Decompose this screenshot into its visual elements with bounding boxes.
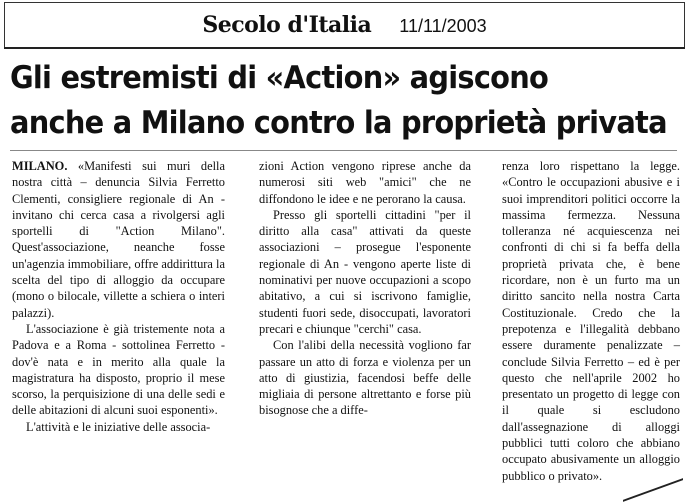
headline-rule [10, 150, 677, 151]
paragraph: zioni Action vengono riprese anche da numerosi siti web "amici" che ne diffondono le idee e ne perorano la causa. [259, 159, 471, 206]
paragraph: L'associazione è già tristemente nota a Padova e a Roma - sottolinea Ferretto - dov'è nata e in merito alla quale la magistratura ha disposto, proprio il mese scorso, la perquisizione di una delle sedi e delle abitazioni di alcuni suoi esponenti». [12, 321, 225, 418]
paragraph [12, 158, 225, 321]
article-column-2 [259, 158, 471, 419]
article-headline [10, 56, 667, 146]
paragraph: Con l'alibi della necessità vogliono far passare un atto di forza e violenza per un atto di giustizia, facendosi beffe delle migliaia di persone altrettanto e forse più bisognose che a diffe- [259, 338, 471, 418]
headline-line-2: anche a Milano contro la proprietà privata [10, 105, 667, 141]
dateline-city: MILANO. [12, 159, 68, 173]
masthead-divider [4, 47, 685, 49]
paragraph: renza loro rispettano la legge. «Contro le occupazioni abusive e i suoi imprenditori politici occorre la massima fermezza. Nessuna tolleranza né acquiescenza nei confronti di chi si fa beffa della proprietà privata che, è bene ricordare, non è un furto ma un diritto sancito nella nostra Carta Costituzionale. Credo che la prepotenza e l'illegalità debbano essere duramente penalizzate – conclude Silvia Ferretto – ed è per questo che nell'aprile 2002 ho presentato un progetto di legge con il quale si escludono dall'assegnazione di alloggi pubblici tutti coloro che abbiano occupato abusivamente un alloggio pubblico o privato». [502, 159, 680, 483]
masthead [0, 12, 689, 38]
paragraph: Presso gli sportelli cittadini "per il diritto alla casa" attivati da queste associazioni – prosegue l'esponente regionale di An - vengono aperte liste di nominativi per nuove occupazioni a scopo abitativo, a cui si iscrivono famiglie, studenti fuori sede, disoccupati, lavoratori precari e chiunque "cerchi" casa. [259, 207, 471, 336]
paragraph: L'attività e le iniziative delle associa- [26, 419, 211, 434]
headline-line-1: Gli estremisti di «Action» agiscono [10, 60, 549, 96]
article-column-3 [502, 158, 680, 484]
newspaper-name: Secolo d'Italia [202, 12, 372, 38]
publication-date: 11/11/2003 [399, 16, 487, 36]
paragraph-text: «Manifesti sui muri della nostra città – denuncia Silvia Ferretto Clementi, consigliere regionale di An - invitano chi cerca casa a rivolgersi agli sportelli di "Action Milano". Quest'associazione, neanche fosse un'agenzia immobiliare, offre addirittura la scelta del tipo di alloggio da occupare (mono o bilocale, villette a schiera o interi palazzi). [12, 159, 225, 320]
article-column-1 [12, 158, 225, 435]
